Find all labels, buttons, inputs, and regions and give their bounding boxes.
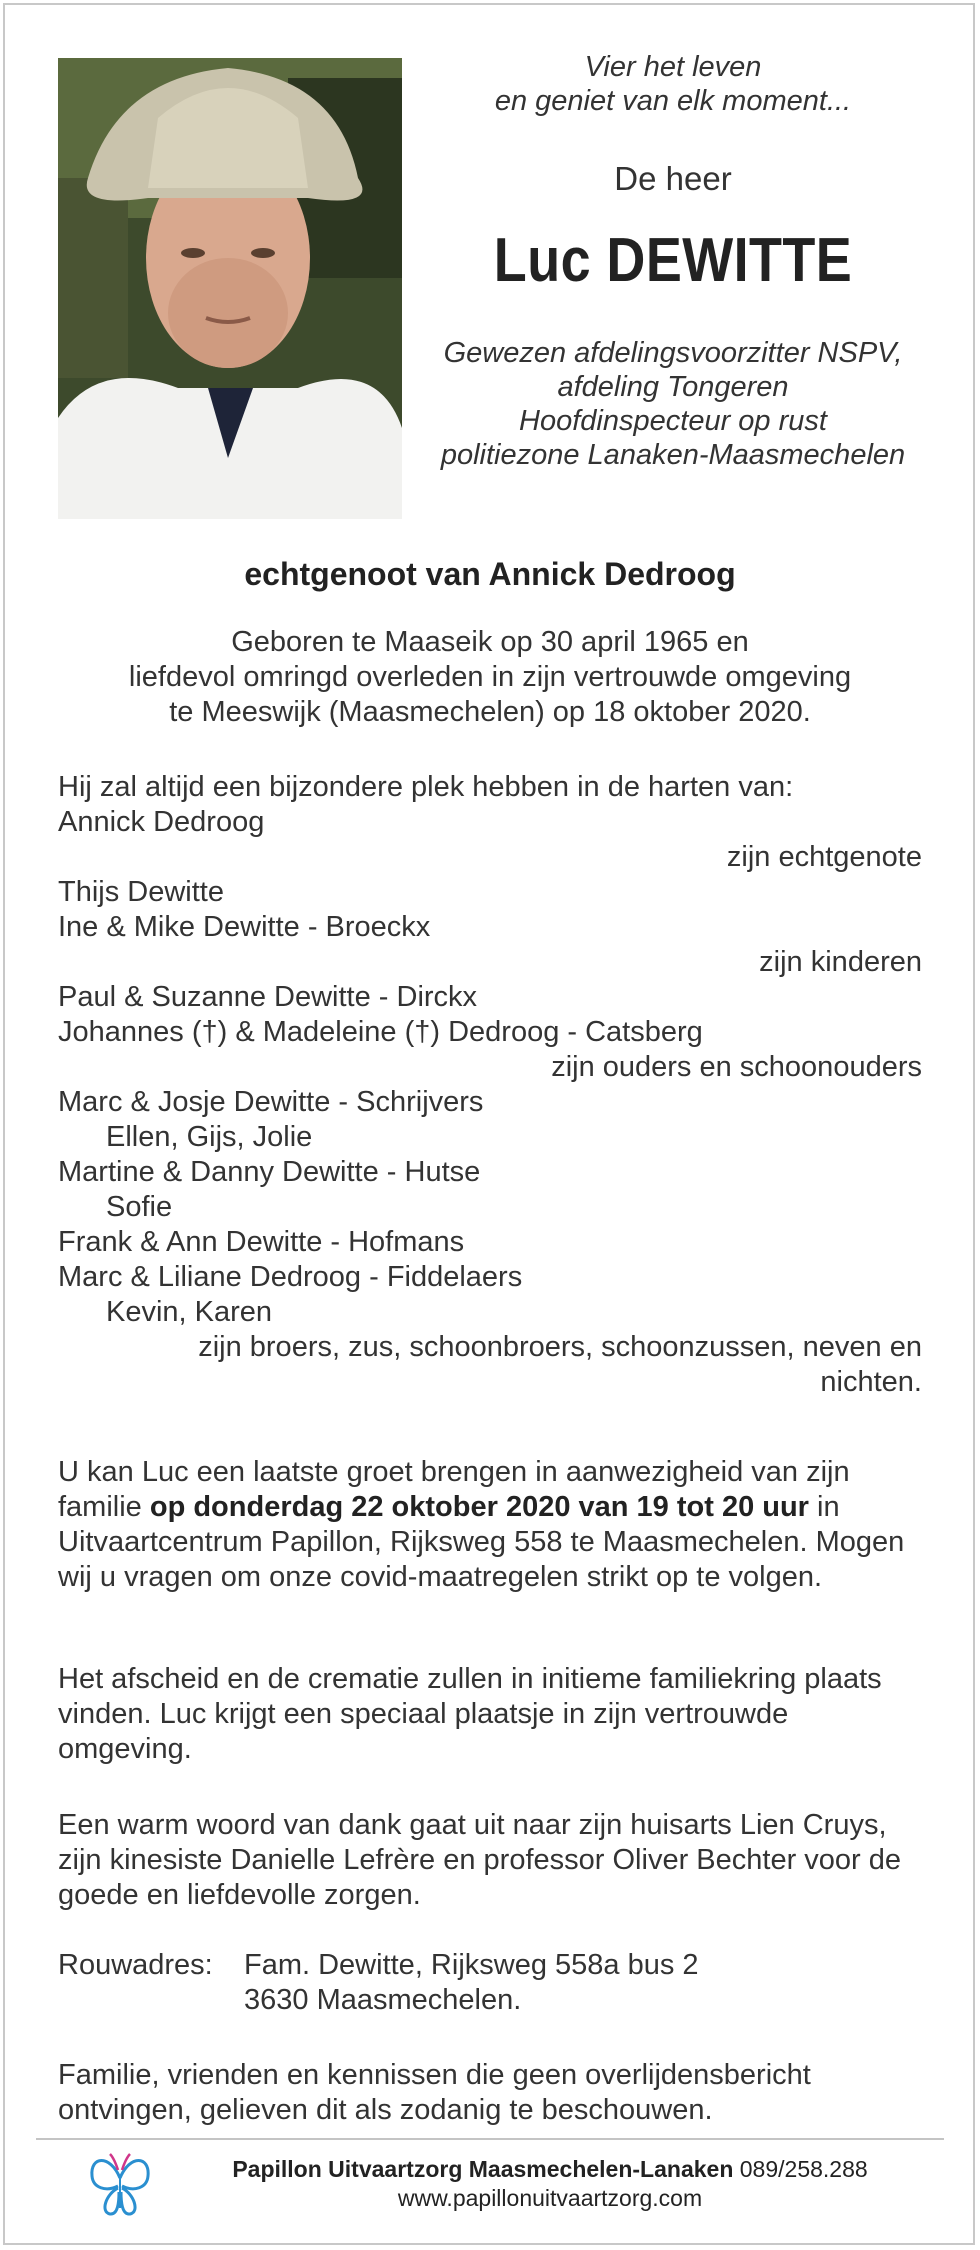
family-relation: zijn echtgenote bbox=[726, 841, 922, 873]
closing-paragraph: Familie, vrienden en kennissen die geen overlijdensbericht ontvingen, gelieven dit als zodanig te beschouwen. bbox=[58, 2059, 811, 2126]
visitation-paragraph bbox=[58, 1455, 922, 1595]
visit-datetime: op donderdag 22 oktober 2020 van 19 tot 20 uur bbox=[149, 1491, 809, 1523]
functions bbox=[415, 336, 931, 472]
family-member: Paul & Suzanne Dewitte - Dirckx bbox=[58, 981, 478, 1013]
family-list bbox=[58, 770, 922, 1400]
visit-text: U kan Luc een laatste groet brengen in aanwezigheid van zijn familie bbox=[58, 1456, 850, 1523]
family-member: Martine & Danny Dewitte - Hutse bbox=[58, 1156, 481, 1188]
thanks-paragraph: Een warm woord van dank gaat uit naar zijn huisarts Lien Cruys, zijn kinesiste Danielle Lefrère en professor Oliver Bechter voor de goede en liefdevolle zorgen. bbox=[58, 1809, 902, 1911]
cremation-paragraph: Het afscheid en de crematie zullen in initieme familiekring plaats vinden. Luc krijgt een speciaal plaatsje in zijn vertrouwde omgeving. bbox=[58, 1663, 882, 1765]
birth-line: te Meeswijk (Maasmechelen) op 18 oktober 2020. bbox=[169, 696, 811, 728]
footer-divider bbox=[36, 2138, 944, 2140]
family-member: Marc & Liliane Dedroog - Fiddelaers bbox=[58, 1261, 523, 1293]
visit-text-after: in Uitvaartcentrum Papillon, Rijksweg 558 te Maasmechelen. Mogen wij u vragen om onze covid-maatregelen strikt op te volgen. bbox=[58, 1491, 905, 1593]
family-member: Annick Dedroog bbox=[58, 806, 265, 838]
family-member: Ine & Mike Dewitte - Broeckx bbox=[58, 911, 431, 943]
birth-line: liefdevol omringd overleden in zijn vertrouwde omgeving bbox=[128, 661, 852, 693]
funeral-home-phone: 089/258.288 bbox=[739, 2156, 868, 2182]
birth-line: Geboren te Maaseik op 30 april 1965 en bbox=[231, 626, 749, 658]
footer bbox=[160, 2155, 940, 2213]
address-line-2: 3630 Maasmechelen. bbox=[244, 1984, 522, 2016]
family-intro: Hij zal altijd een bijzondere plek hebben in de harten van: bbox=[58, 771, 794, 803]
birth-death-info bbox=[58, 625, 922, 730]
family-grandchildren: Ellen, Gijs, Jolie bbox=[106, 1121, 313, 1153]
function-line: afdeling Tongeren bbox=[557, 371, 789, 403]
family-member: Johannes (†) & Madeleine (†) Dedroog - Catsberg bbox=[58, 1016, 703, 1048]
spouse-line: echtgenoot van Annick Dedroog bbox=[244, 556, 736, 592]
family-member: Thijs Dewitte bbox=[58, 876, 224, 908]
deceased-name: Luc DEWITTE bbox=[493, 226, 853, 295]
salutation: De heer bbox=[614, 160, 732, 197]
family-member: Frank & Ann Dewitte - Hofmans bbox=[58, 1226, 465, 1258]
family-grandchildren: Kevin, Karen bbox=[106, 1296, 273, 1328]
butterfly-logo-icon bbox=[88, 2148, 152, 2220]
function-line: Gewezen afdelingsvoorzitter NSPV, bbox=[443, 337, 903, 369]
funeral-home-website: www.papillonuitvaartzorg.com bbox=[397, 2185, 703, 2211]
family-grandchildren: Sofie bbox=[106, 1191, 173, 1223]
family-relation: zijn broers, zus, schoonbroers, schoonzussen, neven en bbox=[198, 1331, 922, 1363]
function-line: politiezone Lanaken-Maasmechelen bbox=[440, 439, 906, 471]
portrait-photo bbox=[58, 58, 402, 519]
motto bbox=[415, 50, 931, 118]
address-line-1: Fam. Dewitte, Rijksweg 558a bus 2 bbox=[244, 1949, 699, 1981]
mourning-address bbox=[58, 1948, 922, 2018]
funeral-home-name: Papillon Uitvaartzorg Maasmechelen-Lanaken bbox=[232, 2156, 734, 2182]
family-member: Marc & Josje Dewitte - Schrijvers bbox=[58, 1086, 484, 1118]
function-line: Hoofdinspecteur op rust bbox=[519, 405, 827, 437]
motto-line-1: Vier het leven bbox=[584, 51, 762, 83]
address-label: Rouwadres: bbox=[58, 1949, 213, 1981]
family-relation: nichten. bbox=[820, 1366, 922, 1398]
motto-line-2: en geniet van elk moment... bbox=[494, 85, 852, 117]
family-relation: zijn ouders en schoonouders bbox=[551, 1051, 922, 1083]
family-relation: zijn kinderen bbox=[759, 946, 922, 978]
